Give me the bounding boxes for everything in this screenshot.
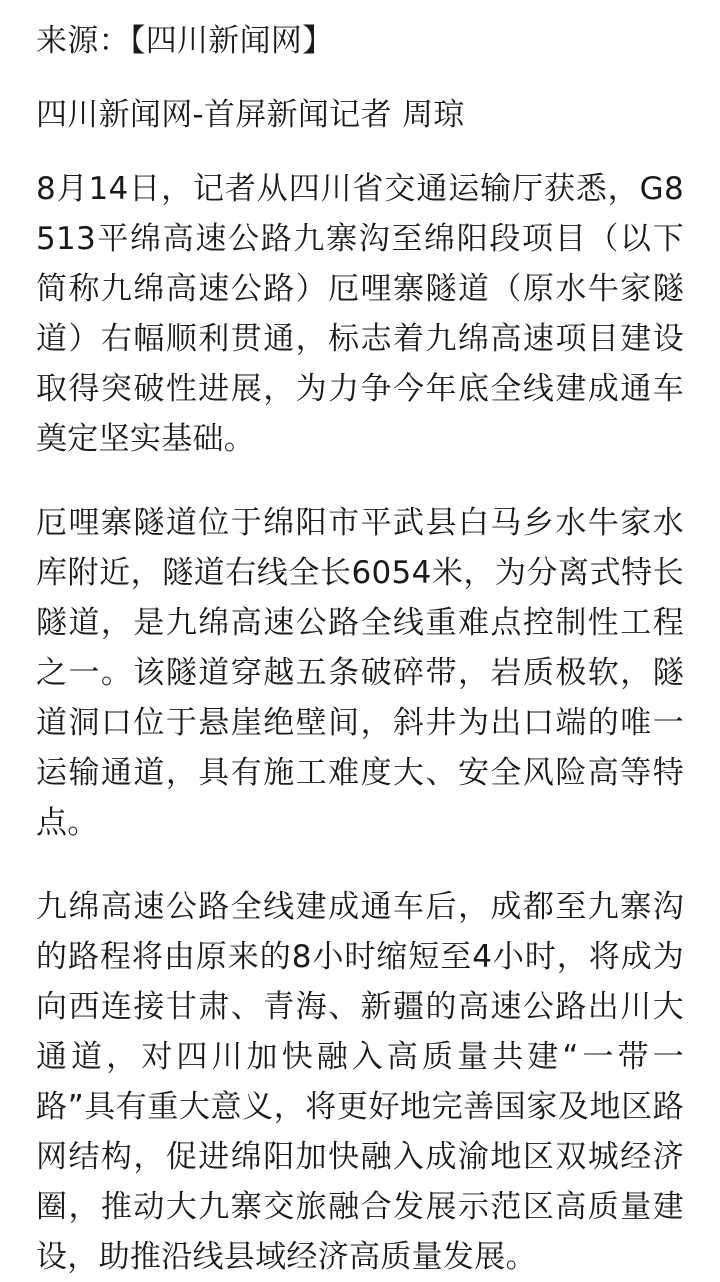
article-source: 来源：【四川新闻网】 [36,23,334,59]
article-paragraph-3: 九绵高速公路全线建成通车后，成都至九寨沟的路程将由原来的8小时缩短至4小时，将成为向西连接甘肃、青海、新疆的高速公路出川大通道，对四川加快融入高质量共建“一带一路”具有重大意义，将更好地完善国家及地区路网结构，促进绵阳加快融入成渝地区双城经济圈，推动大九寨交旅融合发展示范区高质量建设，助推沿线县域经济高质量发展。 [36,889,684,1275]
article-byline: 四川新闻网-首屏新闻记者 周琼 [36,97,465,133]
article-paragraph-2: 厄哩寨隧道位于绵阳市平武县白马乡水牛家水库附近，隧道右线全长6054米，为分离式特长隧道，是九绵高速公路全线重难点控制性工程之一。该隧道穿越五条破碎带，岩质极软，隧道洞口位于悬崖绝壁间，斜井为出口端的唯一运输通道，具有施工难度大、安全风险高等特点。 [36,505,684,841]
article-paragraph-1: 8月14日，记者从四川省交通运输厅获悉，G8513平绵高速公路九寨沟至绵阳段项目（以下简称九绵高速公路）厄哩寨隧道（原水牛家隧道）右幅顺利贯通，标志着九绵高速项目建设取得突破性进展，为力争今年底全线建成通车奠定坚实基础。 [36,171,684,457]
